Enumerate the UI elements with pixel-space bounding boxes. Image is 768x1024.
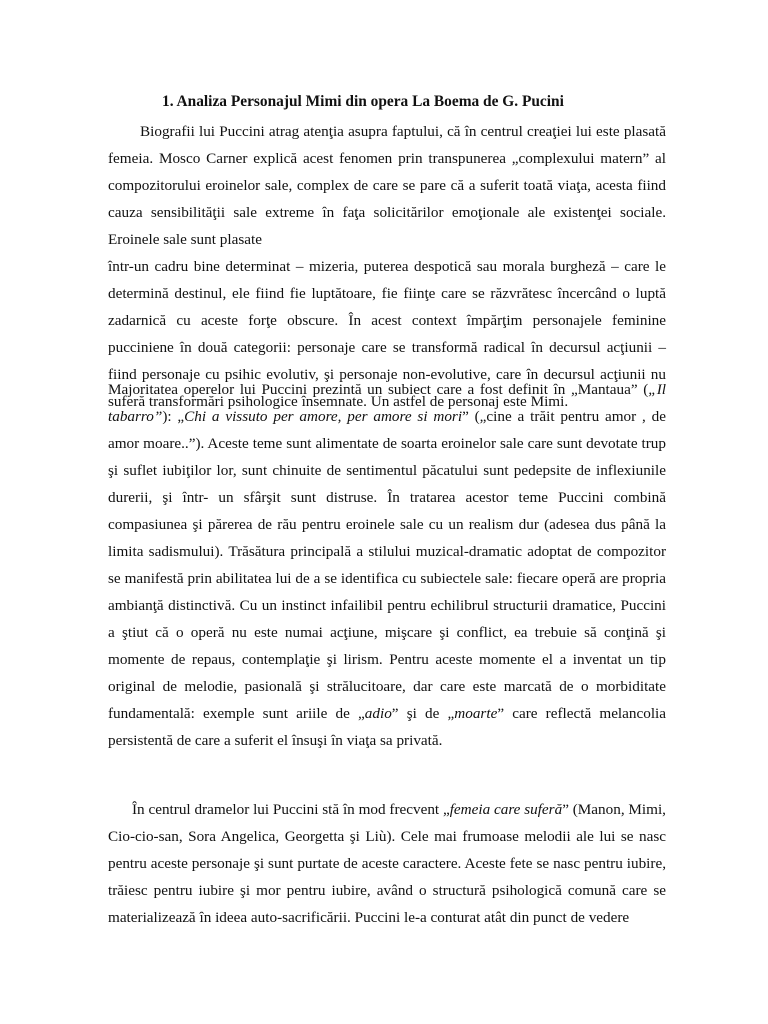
paragraph-2-text-2: ): „ <box>162 408 185 425</box>
paragraph-3-text-2: ” (Manon, Mimi, Cio-cio-san, Sora Angelica, Georgetta şi Liù). Cele mai frumoase melodii ale lui se nasc pentru aceste personaje şi sunt purtate de aceste caractere. Aceste fete se nasc pentru iubire, trăiesc pentru iubire şi mor pentru iubire, având o structură psihologică comună care se materializează în ideea auto-sacrificării. Puccini le-a conturat atât din punct de vedere <box>108 801 666 926</box>
paragraph-1-text-b: într-un cadru bine determinat – mizeria, puterea despotică sau morala burgheză – care le determină destinul, ele fiind fie luptătoare, fie fiinţe care se răzvrătesc încercând o luptă zadarnică cu aceste forţe obscure. În acest context împărţim personajele feminine pucciniene în două categorii: personaje care se transformă radical în decursul acţiunii – fiind personaje cu psihic evolutiv, şi personaje non-evolutive, care în decursul acţiunii nu suferă transformări psihologice însemnate. Un astfel de personaj este Mimi. <box>108 258 666 410</box>
paragraph-2-italic-1: „Il tabarro” <box>108 381 666 425</box>
paragraph-2-text-3: ” („cine a trăit pentru amor , de amor moare..”). Aceste teme sunt alimentate de soarta eroinelor sale care sunt devotate trup şi suflet iubiţilor lor, sunt chinuite de sentimentul păcatului sunt pedepsite de inflexiunile durerii, şi într- un sfârşit sunt distruse. În tratarea acestor teme Puccini combină compasiunea şi părerea de rău pentru eroinele sale cu un realism dur (adesea dus până la limita sadismului). Trăsătura principală a stilului muzical-dramatic adoptat de compozitor se manifestă prin abilitatea lui de a se identifica cu subiectele sale: fiecare operă are propria ambianţă distinctivă. Cu un instinct infailibil pentru echilibrul structurii dramatice, Puccini a ştiut că o operă nu este numai acţiune, mişcare şi conflict, ea trebuie să conţină şi momente de repaus, contemplaţie şi lirism. Pentru aceste momente el a inventat un tip original de melodie, pasională şi strălucitoare, dar care este marcată de o morbiditate fundamentală: exemple sunt ariile de „ <box>108 408 666 722</box>
paragraph-3-text-1: În centrul dramelor lui Puccini stă în mod frecvent „ <box>132 801 450 818</box>
paragraph-2-text-1: Majoritatea operelor lui Puccini prezintă un subiect care a fost definit în „Mantaua” ( <box>108 381 649 398</box>
paragraph-1 <box>108 118 666 415</box>
paragraph-2 <box>108 376 666 754</box>
paragraph-2-italic-2: Chi a vissuto per amore, per amore si mori <box>184 408 463 425</box>
paragraph-2-text-5: ” care reflectă melancolia persistentă de care a suferit el însuşi în viaţa sa privată. <box>108 705 666 749</box>
paragraph-3 <box>108 796 666 931</box>
paragraph-2-italic-3: adio <box>364 705 392 722</box>
paragraph-1-text-a: Biografii lui Puccini atrag atenţia asupra faptului, că în centrul creaţiei lui este plasată femeia. Mosco Carner explică acest fenomen prin transpunerea „complexului matern” al compozitorului eroinelor sale, complex de care se pare că a suferit toată viaţa, acesta fiind cauza sensibilităţii sale extreme în faţa solicitărilor emoţionale ale existenţei sociale. Eroinele sale sunt plasate <box>108 123 666 248</box>
paragraph-3-italic-1: femeia care suferă <box>449 801 563 818</box>
paragraph-2-text-4: ” şi de „ <box>391 705 455 722</box>
document-title: 1. Analiza Personajul Mimi din opera La Boema de G. Pucini <box>162 93 564 110</box>
paragraph-2-italic-4: moarte <box>454 705 498 722</box>
